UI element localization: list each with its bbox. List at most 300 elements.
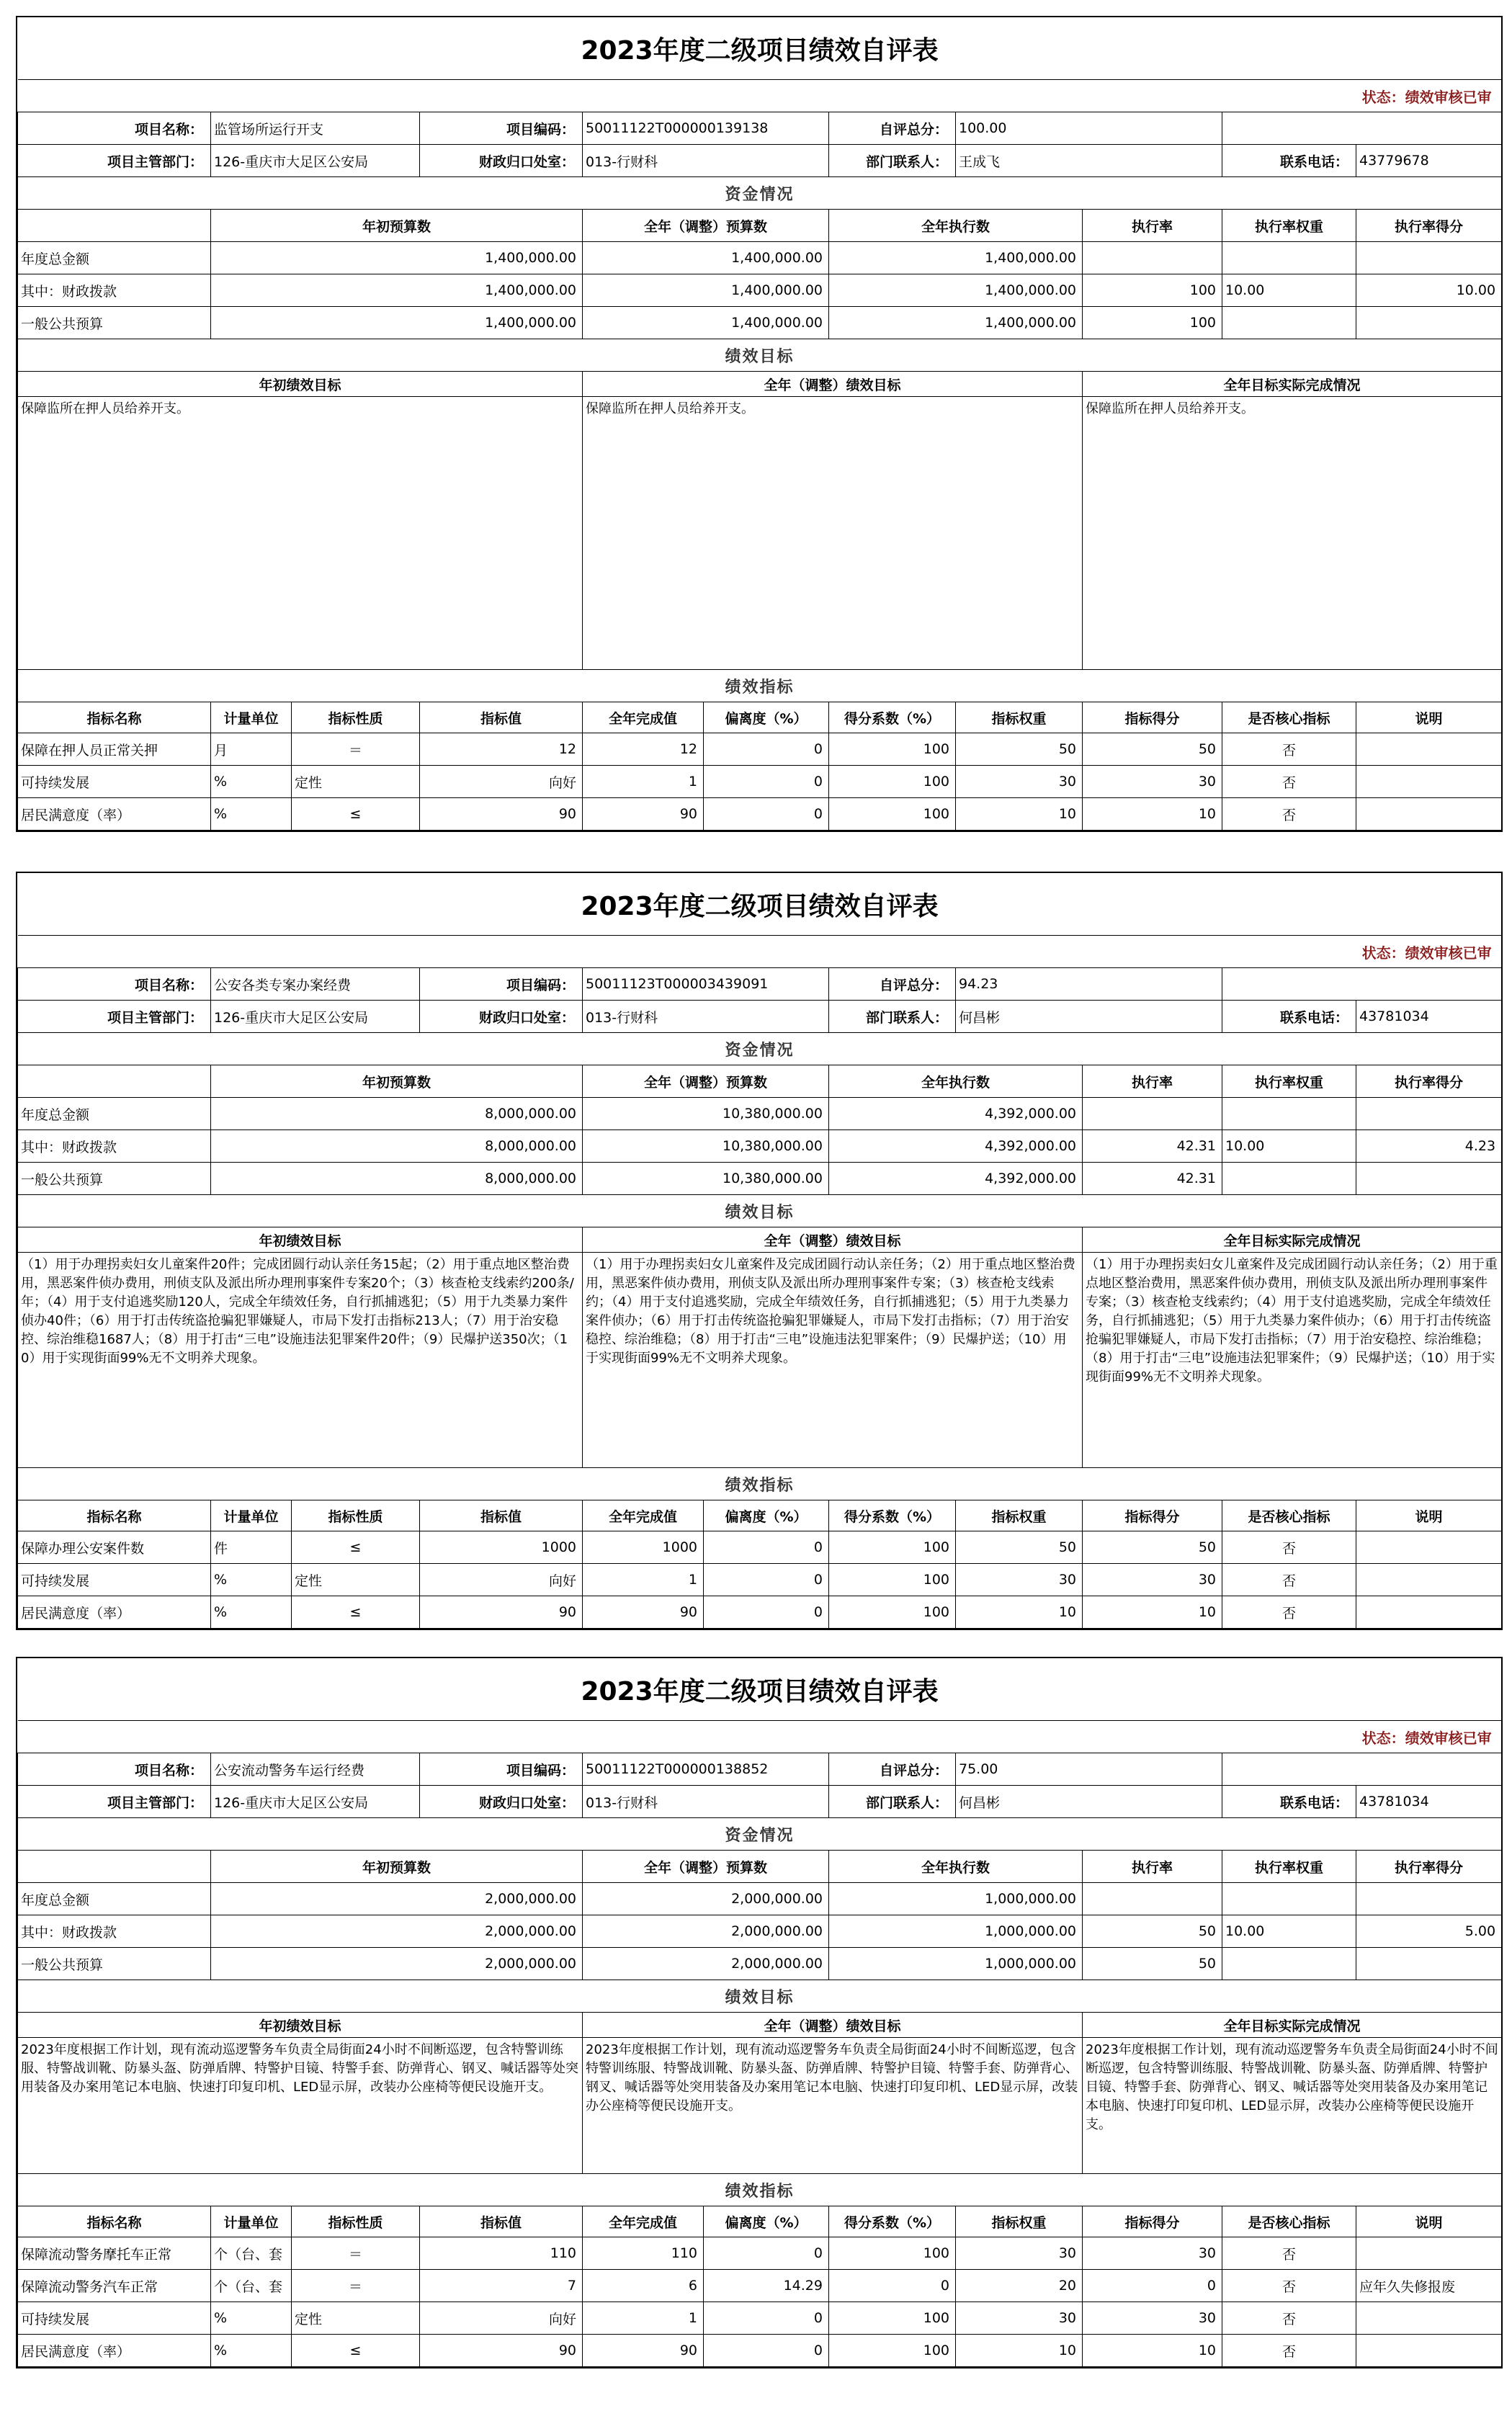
- indicator-name: 保障流动警务摩托车正常: [18, 2237, 211, 2270]
- fund-rate: 42.31: [1083, 1130, 1222, 1163]
- goal-header-initial: 年初绩效目标: [18, 2013, 583, 2038]
- indicator-core: 否: [1222, 2270, 1356, 2302]
- indicator-unit: %: [211, 1564, 292, 1596]
- indicator-actual: 12: [583, 733, 704, 766]
- fund-executed: 1,000,000.00: [829, 1883, 1083, 1915]
- indicator-core: 否: [1222, 798, 1356, 831]
- indicator-header: 指标名称: [18, 1500, 211, 1531]
- indicator-header: 指标得分: [1083, 702, 1222, 733]
- contact-label: 部门联系人：: [829, 1001, 956, 1033]
- indicator-target: 1000: [420, 1531, 583, 1564]
- fund-rate: 50: [1083, 1948, 1222, 1980]
- goal-header-adjusted: 全年（调整）绩效目标: [583, 2013, 1083, 2038]
- goal-header-actual: 全年目标实际完成情况: [1083, 372, 1502, 397]
- project-code-value: 50011122T000000138852: [583, 1753, 829, 1786]
- indicator-core: 否: [1222, 1564, 1356, 1596]
- contact-label: 部门联系人：: [829, 1786, 956, 1818]
- indicator-header: 得分系数（%）: [829, 702, 956, 733]
- goal-initial-text: （1）用于办理拐卖妇女儿童案件20件；完成团圆行动认亲任务15起；（2）用于重点地区整治费用，黑恶案件侦办费用，刑侦支队及派出所办理刑事案件专案20个；（3）核查枪支线索约200条/年；（4）用于支付追逃奖励120人，完成全年绩效任务，自行抓捕逃犯；（5）用于九类暴力案件侦办40件；（6）用于打击传统盗抢骗犯罪嫌疑人，市局下发打击指标213人；（7）用于治安稳控、综治维稳1687人；（8）用于打击“三电”设施违法犯罪案件20件；（9）民爆护送350次；（10）用于实现街面99%无不文明养犬现象。: [18, 1253, 583, 1468]
- indicator-name: 居民满意度（率）: [18, 798, 211, 831]
- indicator-unit: %: [211, 2302, 292, 2335]
- fund-header-score: 执行率得分: [1356, 1851, 1502, 1883]
- fund-budget: 1,400,000.00: [211, 242, 583, 274]
- indicator-core: 否: [1222, 1596, 1356, 1629]
- indicator-score: 50: [1083, 1531, 1222, 1564]
- status-label: 状态：绩效审核已审: [1361, 944, 1492, 962]
- indicator-note: [1356, 1564, 1502, 1596]
- indicator-target: 向好: [420, 766, 583, 798]
- indicator-header: 说明: [1356, 1500, 1502, 1531]
- indicator-header: 计量单位: [211, 2206, 292, 2237]
- indicator-header: 指标值: [420, 2206, 583, 2237]
- indicator-row: [18, 2270, 1502, 2302]
- indicator-target: 90: [420, 798, 583, 831]
- indicator-unit: 月: [211, 733, 292, 766]
- indicator-header: 是否核心指标: [1222, 1500, 1356, 1531]
- goal-actual-text: 保障监所在押人员给养开支。: [1083, 397, 1502, 670]
- fund-executed: 1,400,000.00: [829, 242, 1083, 274]
- indicator-unit: %: [211, 766, 292, 798]
- indicator-header: 指标得分: [1083, 2206, 1222, 2237]
- fund-section-title: 资金情况: [18, 1818, 1502, 1851]
- phone-label: 联系电话：: [1222, 1786, 1356, 1818]
- indicator-score: 30: [1083, 2302, 1222, 2335]
- fund-adjusted: 10,380,000.00: [583, 1098, 829, 1130]
- fund-header-adjusted: 全年（调整）预算数: [583, 1851, 829, 1883]
- status-label: 状态：绩效审核已审: [1361, 88, 1492, 106]
- fund-executed: 1,000,000.00: [829, 1915, 1083, 1948]
- fund-score: [1356, 242, 1502, 274]
- fund-adjusted: 1,400,000.00: [583, 274, 829, 307]
- dept-label: 项目主管部门：: [18, 145, 211, 177]
- fund-executed: 1,000,000.00: [829, 1948, 1083, 1980]
- dept-value: 126-重庆市大足区公安局: [211, 1001, 420, 1033]
- indicator-header: 得分系数（%）: [829, 1500, 956, 1531]
- indicator-actual: 90: [583, 798, 704, 831]
- goal-initial-text: 保障监所在押人员给养开支。: [18, 397, 583, 670]
- fund-row: [18, 1883, 1502, 1915]
- indicator-header: 是否核心指标: [1222, 2206, 1356, 2237]
- indicator-actual: 1000: [583, 1531, 704, 1564]
- indicator-row: [18, 733, 1502, 766]
- fund-row-label: 一般公共预算: [18, 307, 211, 339]
- evaluation-sheet: [16, 16, 1503, 832]
- sheet-title: 2023年度二级项目绩效自评表: [18, 17, 1502, 80]
- indicator-row: [18, 798, 1502, 831]
- indicator-header: 指标权重: [956, 1500, 1083, 1531]
- sheet-title: 2023年度二级项目绩效自评表: [18, 873, 1502, 936]
- project-code-label: 项目编码：: [420, 1753, 583, 1786]
- fund-score: 10.00: [1356, 274, 1502, 307]
- indicator-score: 0: [1083, 2270, 1222, 2302]
- indicator-core: 否: [1222, 1531, 1356, 1564]
- finance-value: 013-行财科: [583, 1001, 829, 1033]
- finance-label: 财政归口处室：: [420, 145, 583, 177]
- fund-adjusted: 1,400,000.00: [583, 307, 829, 339]
- indicator-score: 10: [1083, 798, 1222, 831]
- indicator-target: 90: [420, 2335, 583, 2367]
- fund-header-empty: [18, 1065, 211, 1098]
- indicator-unit: 个（台、套: [211, 2270, 292, 2302]
- contact-value: 何昌彬: [956, 1001, 1222, 1033]
- indicator-actual: 1: [583, 1564, 704, 1596]
- indicator-nature: ＝: [292, 2270, 420, 2302]
- finance-label: 财政归口处室：: [420, 1786, 583, 1818]
- fund-header-weight: 执行率权重: [1222, 210, 1356, 242]
- indicator-weight: 10: [956, 1596, 1083, 1629]
- indicator-weight: 30: [956, 766, 1083, 798]
- indicator-deviation: 0: [704, 2302, 829, 2335]
- fund-row: [18, 242, 1502, 274]
- fund-budget: 2,000,000.00: [211, 1948, 583, 1980]
- indicator-core: 否: [1222, 2237, 1356, 2270]
- indicator-coefficient: 100: [829, 798, 956, 831]
- info-empty: [1222, 112, 1502, 145]
- indicator-unit: 个（台、套: [211, 2237, 292, 2270]
- finance-label: 财政归口处室：: [420, 1001, 583, 1033]
- goal-header-initial: 年初绩效目标: [18, 372, 583, 397]
- indicator-coefficient: 100: [829, 2335, 956, 2367]
- indicator-score: 10: [1083, 2335, 1222, 2367]
- fund-budget: 8,000,000.00: [211, 1098, 583, 1130]
- fund-executed: 1,400,000.00: [829, 307, 1083, 339]
- indicator-weight: 10: [956, 798, 1083, 831]
- indicator-deviation: 0: [704, 733, 829, 766]
- indicator-coefficient: 100: [829, 766, 956, 798]
- indicator-header: 得分系数（%）: [829, 2206, 956, 2237]
- fund-executed: 4,392,000.00: [829, 1130, 1083, 1163]
- goal-header-adjusted: 全年（调整）绩效目标: [583, 372, 1083, 397]
- indicator-deviation: 0: [704, 1531, 829, 1564]
- indicator-row: [18, 2302, 1502, 2335]
- indicator-note: [1356, 2302, 1502, 2335]
- goal-initial-text: 2023年度根据工作计划，现有流动巡逻警务车负责全局街面24小时不间断巡逻，包含特警训练服、特警战训靴、防暴头盔、防弹盾牌、特警护目镜、特警手套、防弹背心、钢叉、喊话器等处突用装备及办案用笔记本电脑、快速打印复印机、LED显示屏，改装办公座椅等便民设施开支。: [18, 2038, 583, 2174]
- indicator-nature: 定性: [292, 766, 420, 798]
- indicator-weight: 30: [956, 2302, 1083, 2335]
- fund-row: [18, 1098, 1502, 1130]
- project-name-value: 公安流动警务车运行经费: [211, 1753, 420, 1786]
- indicator-header: 全年完成值: [583, 1500, 704, 1531]
- indicator-target: 110: [420, 2237, 583, 2270]
- score-value: 75.00: [956, 1753, 1222, 1786]
- contact-label: 部门联系人：: [829, 145, 956, 177]
- fund-score: [1356, 307, 1502, 339]
- fund-row-label: 年度总金额: [18, 1883, 211, 1915]
- fund-weight: 10.00: [1222, 1915, 1356, 1948]
- score-label: 自评总分：: [829, 968, 956, 1001]
- goal-header-actual: 全年目标实际完成情况: [1083, 2013, 1502, 2038]
- indicator-score: 30: [1083, 2237, 1222, 2270]
- goal-actual-text: （1）用于办理拐卖妇女儿童案件及完成团圆行动认亲任务；（2）用于重点地区整治费用，黑恶案件侦办费用，刑侦支队及派出所办理刑事案件专案；（3）核查枪支线索约；（4）用于支付追逃奖励，完成全年绩效任务，自行抓捕逃犯；（5）用于九类暴力案件侦办；（6）用于打击传统盗抢骗犯罪嫌疑人，市局下发打击指标；（7）用于治安稳控、综治维稳；（8）用于打击“三电”设施违法犯罪案件；（9）民爆护送；（10）用于实现街面99%无不文明养犬现象。: [1083, 1253, 1502, 1468]
- fund-rate: 50: [1083, 1915, 1222, 1948]
- indicator-header: 指标得分: [1083, 1500, 1222, 1531]
- indicator-nature: ＝: [292, 733, 420, 766]
- fund-budget: 1,400,000.00: [211, 307, 583, 339]
- indicator-name: 可持续发展: [18, 766, 211, 798]
- indicator-coefficient: 100: [829, 1564, 956, 1596]
- fund-row: [18, 1130, 1502, 1163]
- indicator-unit: %: [211, 2335, 292, 2367]
- indicator-target: 向好: [420, 2302, 583, 2335]
- indicator-core: 否: [1222, 2302, 1356, 2335]
- indicator-name: 可持续发展: [18, 2302, 211, 2335]
- indicator-header: 指标值: [420, 1500, 583, 1531]
- fund-weight: [1222, 1948, 1356, 1980]
- indicator-core: 否: [1222, 733, 1356, 766]
- fund-section-title: 资金情况: [18, 1033, 1502, 1065]
- project-code-value: 50011122T000000139138: [583, 112, 829, 145]
- indicator-score: 50: [1083, 733, 1222, 766]
- indicator-deviation: 0: [704, 2237, 829, 2270]
- fund-budget: 8,000,000.00: [211, 1130, 583, 1163]
- dept-label: 项目主管部门：: [18, 1001, 211, 1033]
- fund-weight: [1222, 242, 1356, 274]
- score-value: 94.23: [956, 968, 1222, 1001]
- evaluation-sheet: [16, 1657, 1503, 2368]
- indicator-unit: %: [211, 798, 292, 831]
- indicator-unit: %: [211, 1596, 292, 1629]
- indicator-name: 居民满意度（率）: [18, 1596, 211, 1629]
- fund-header-executed: 全年执行数: [829, 1065, 1083, 1098]
- indicator-nature: 定性: [292, 2302, 420, 2335]
- indicator-header: 说明: [1356, 702, 1502, 733]
- fund-header-budget: 年初预算数: [211, 1065, 583, 1098]
- fund-budget: 2,000,000.00: [211, 1915, 583, 1948]
- goal-header-actual: 全年目标实际完成情况: [1083, 1227, 1502, 1253]
- dept-value: 126-重庆市大足区公安局: [211, 145, 420, 177]
- fund-row: [18, 1948, 1502, 1980]
- project-name-value: 公安各类专案办案经费: [211, 968, 420, 1001]
- fund-header-budget: 年初预算数: [211, 210, 583, 242]
- fund-row: [18, 307, 1502, 339]
- fund-row: [18, 1915, 1502, 1948]
- indicator-coefficient: 100: [829, 1596, 956, 1629]
- indicator-note: [1356, 1596, 1502, 1629]
- finance-value: 013-行财科: [583, 1786, 829, 1818]
- fund-row-label: 年度总金额: [18, 242, 211, 274]
- fund-adjusted: 10,380,000.00: [583, 1163, 829, 1195]
- indicator-header: 指标性质: [292, 2206, 420, 2237]
- indicator-header: 是否核心指标: [1222, 702, 1356, 733]
- dept-label: 项目主管部门：: [18, 1786, 211, 1818]
- indicator-name: 保障流动警务汽车正常: [18, 2270, 211, 2302]
- fund-rate: [1083, 1883, 1222, 1915]
- goal-section-title: 绩效目标: [18, 339, 1502, 372]
- project-name-label: 项目名称：: [18, 1753, 211, 1786]
- indicator-note: [1356, 733, 1502, 766]
- fund-executed: 1,400,000.00: [829, 274, 1083, 307]
- indicator-row: [18, 1564, 1502, 1596]
- fund-adjusted: 10,380,000.00: [583, 1130, 829, 1163]
- fund-weight: [1222, 1163, 1356, 1195]
- fund-score: 4.23: [1356, 1130, 1502, 1163]
- fund-header-score: 执行率得分: [1356, 210, 1502, 242]
- indicator-note: [1356, 2335, 1502, 2367]
- fund-rate: [1083, 242, 1222, 274]
- fund-row-label: 其中：财政拨款: [18, 1915, 211, 1948]
- fund-weight: [1222, 1883, 1356, 1915]
- fund-header-rate: 执行率: [1083, 210, 1222, 242]
- indicator-nature: ≤: [292, 1596, 420, 1629]
- indicator-coefficient: 100: [829, 733, 956, 766]
- indicator-nature: ≤: [292, 1531, 420, 1564]
- fund-rate: 42.31: [1083, 1163, 1222, 1195]
- indicator-header: 全年完成值: [583, 702, 704, 733]
- fund-score: [1356, 1098, 1502, 1130]
- indicator-header: 指标名称: [18, 702, 211, 733]
- fund-adjusted: 2,000,000.00: [583, 1915, 829, 1948]
- indicator-coefficient: 100: [829, 1531, 956, 1564]
- indicator-nature: 定性: [292, 1564, 420, 1596]
- project-name-value: 监管场所运行开支: [211, 112, 420, 145]
- indicator-header: 偏离度（%）: [704, 702, 829, 733]
- indicator-header: 计量单位: [211, 702, 292, 733]
- fund-score: [1356, 1948, 1502, 1980]
- indicator-nature: ≤: [292, 2335, 420, 2367]
- goal-adjusted-text: （1）用于办理拐卖妇女儿童案件及完成团圆行动认亲任务；（2）用于重点地区整治费用，黑恶案件侦办费用，刑侦支队及派出所办理刑事案件专案；（3）核查枪支线索约；（4）用于支付追逃奖励，完成全年绩效任务，自行抓捕逃犯；（5）用于九类暴力案件侦办；（6）用于打击传统盗抢骗犯罪嫌疑人，市局下发打击指标；（7）用于治安稳控、综治维稳；（8）用于打击“三电”设施违法犯罪案件；（9）民爆护送；（10）用于实现街面99%无不文明养犬现象。: [583, 1253, 1083, 1468]
- fund-header-adjusted: 全年（调整）预算数: [583, 210, 829, 242]
- fund-budget: 8,000,000.00: [211, 1163, 583, 1195]
- indicator-note: [1356, 798, 1502, 831]
- indicator-weight: 20: [956, 2270, 1083, 2302]
- fund-header-budget: 年初预算数: [211, 1851, 583, 1883]
- indicator-deviation: 0: [704, 766, 829, 798]
- fund-row: [18, 274, 1502, 307]
- fund-rate: 100: [1083, 307, 1222, 339]
- fund-section-title: 资金情况: [18, 177, 1502, 210]
- indicator-actual: 1: [583, 2302, 704, 2335]
- indicator-row: [18, 2335, 1502, 2367]
- indicator-name: 居民满意度（率）: [18, 2335, 211, 2367]
- fund-executed: 4,392,000.00: [829, 1098, 1083, 1130]
- fund-header-empty: [18, 1851, 211, 1883]
- indicator-header: 全年完成值: [583, 2206, 704, 2237]
- goal-header-initial: 年初绩效目标: [18, 1227, 583, 1253]
- indicator-deviation: 0: [704, 2335, 829, 2367]
- indicator-core: 否: [1222, 766, 1356, 798]
- fund-header-weight: 执行率权重: [1222, 1065, 1356, 1098]
- fund-row-label: 一般公共预算: [18, 1948, 211, 1980]
- indicator-coefficient: 100: [829, 2237, 956, 2270]
- indicator-actual: 110: [583, 2237, 704, 2270]
- evaluation-sheet: [16, 872, 1503, 1630]
- indicator-score: 30: [1083, 766, 1222, 798]
- fund-adjusted: 2,000,000.00: [583, 1883, 829, 1915]
- indicator-note: [1356, 766, 1502, 798]
- fund-score: 5.00: [1356, 1915, 1502, 1948]
- indicator-weight: 10: [956, 2335, 1083, 2367]
- fund-header-score: 执行率得分: [1356, 1065, 1502, 1098]
- fund-rate: [1083, 1098, 1222, 1130]
- indicator-weight: 30: [956, 1564, 1083, 1596]
- fund-score: [1356, 1163, 1502, 1195]
- fund-header-rate: 执行率: [1083, 1065, 1222, 1098]
- indicator-section-title: 绩效指标: [18, 2174, 1502, 2206]
- fund-budget: 1,400,000.00: [211, 274, 583, 307]
- project-name-label: 项目名称：: [18, 112, 211, 145]
- phone-value: 43781034: [1356, 1001, 1502, 1033]
- goal-adjusted-text: 2023年度根据工作计划，现有流动巡逻警务车负责全局街面24小时不间断巡逻，包含特警训练服、特警战训靴、防暴头盔、防弹盾牌、特警护目镜、特警手套、防弹背心、钢叉、喊话器等处突用装备及办案用笔记本电脑、快速打印复印机、LED显示屏，改装办公座椅等便民设施开支。: [583, 2038, 1083, 2174]
- indicator-target: 7: [420, 2270, 583, 2302]
- project-code-value: 50011123T000003439091: [583, 968, 829, 1001]
- fund-weight: [1222, 1098, 1356, 1130]
- goal-adjusted-text: 保障监所在押人员给养开支。: [583, 397, 1083, 670]
- indicator-weight: 50: [956, 733, 1083, 766]
- score-label: 自评总分：: [829, 112, 956, 145]
- dept-value: 126-重庆市大足区公安局: [211, 1786, 420, 1818]
- fund-executed: 4,392,000.00: [829, 1163, 1083, 1195]
- phone-value: 43779678: [1356, 145, 1502, 177]
- info-empty: [1222, 968, 1502, 1001]
- indicator-actual: 1: [583, 766, 704, 798]
- goal-section-title: 绩效目标: [18, 1195, 1502, 1227]
- indicator-actual: 90: [583, 1596, 704, 1629]
- fund-header-rate: 执行率: [1083, 1851, 1222, 1883]
- indicator-actual: 6: [583, 2270, 704, 2302]
- indicator-section-title: 绩效指标: [18, 1468, 1502, 1500]
- score-label: 自评总分：: [829, 1753, 956, 1786]
- indicator-note: 应年久失修报废: [1356, 2270, 1502, 2302]
- indicator-weight: 50: [956, 1531, 1083, 1564]
- indicator-header: 指标值: [420, 702, 583, 733]
- indicator-header: 说明: [1356, 2206, 1502, 2237]
- contact-value: 何昌彬: [956, 1786, 1222, 1818]
- indicator-score: 10: [1083, 1596, 1222, 1629]
- fund-weight: 10.00: [1222, 1130, 1356, 1163]
- goal-section-title: 绩效目标: [18, 1980, 1502, 2013]
- indicator-target: 12: [420, 733, 583, 766]
- fund-header-executed: 全年执行数: [829, 1851, 1083, 1883]
- indicator-nature: ＝: [292, 2237, 420, 2270]
- indicator-section-title: 绩效指标: [18, 670, 1502, 702]
- info-empty: [1222, 1753, 1502, 1786]
- indicator-row: [18, 1596, 1502, 1629]
- indicator-name: 保障在押人员正常关押: [18, 733, 211, 766]
- contact-value: 王成飞: [956, 145, 1222, 177]
- indicator-note: [1356, 1531, 1502, 1564]
- fund-weight: [1222, 307, 1356, 339]
- project-code-label: 项目编码：: [420, 112, 583, 145]
- fund-header-weight: 执行率权重: [1222, 1851, 1356, 1883]
- fund-adjusted: 2,000,000.00: [583, 1948, 829, 1980]
- goal-header-adjusted: 全年（调整）绩效目标: [583, 1227, 1083, 1253]
- fund-header-executed: 全年执行数: [829, 210, 1083, 242]
- goal-actual-text: 2023年度根据工作计划，现有流动巡逻警务车负责全局街面24小时不间断巡逻，包含特警训练服、特警战训靴、防暴头盔、防弹盾牌、特警护目镜、特警手套、防弹背心、钢叉、喊话器等处突用装备及办案用笔记本电脑、快速打印复印机、LED显示屏，改装办公座椅等便民设施开支。: [1083, 2038, 1502, 2174]
- indicator-actual: 90: [583, 2335, 704, 2367]
- indicator-coefficient: 0: [829, 2270, 956, 2302]
- fund-header-empty: [18, 210, 211, 242]
- score-value: 100.00: [956, 112, 1222, 145]
- indicator-row: [18, 1531, 1502, 1564]
- indicator-deviation: 0: [704, 798, 829, 831]
- indicator-deviation: 14.29: [704, 2270, 829, 2302]
- indicator-row: [18, 2237, 1502, 2270]
- fund-row: [18, 1163, 1502, 1195]
- indicator-score: 30: [1083, 1564, 1222, 1596]
- fund-header-adjusted: 全年（调整）预算数: [583, 1065, 829, 1098]
- phone-label: 联系电话：: [1222, 145, 1356, 177]
- indicator-header: 指标性质: [292, 702, 420, 733]
- indicator-name: 可持续发展: [18, 1564, 211, 1596]
- fund-adjusted: 1,400,000.00: [583, 242, 829, 274]
- fund-row-label: 一般公共预算: [18, 1163, 211, 1195]
- indicator-deviation: 0: [704, 1596, 829, 1629]
- indicator-weight: 30: [956, 2237, 1083, 2270]
- indicator-target: 向好: [420, 1564, 583, 1596]
- indicator-header: 指标权重: [956, 2206, 1083, 2237]
- indicator-row: [18, 766, 1502, 798]
- fund-budget: 2,000,000.00: [211, 1883, 583, 1915]
